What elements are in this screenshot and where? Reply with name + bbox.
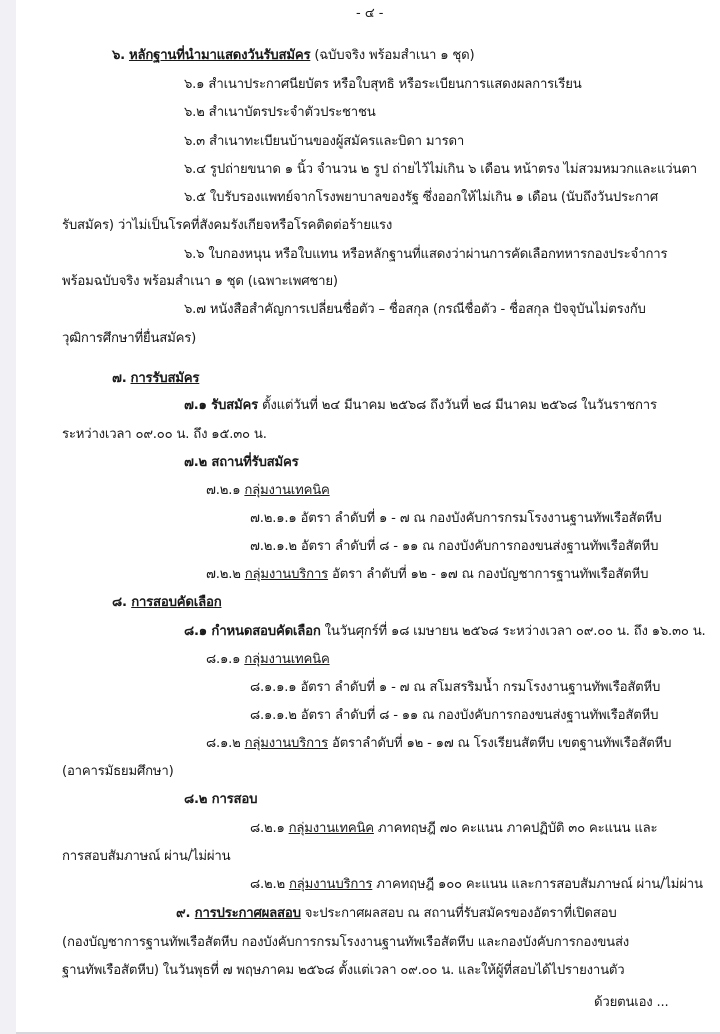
item-title: กลุ่มงานเทคนิค	[288, 821, 374, 836]
item-title: กลุ่มงานเทคนิค	[244, 652, 330, 667]
item-7-2-1	[206, 482, 330, 500]
section-9-line-2: (กองบัญชาการฐานทัพเรือสัตหีบ กองบังคับการกรมโรงงานฐานทัพเรือสัตหีบ และกองบังคับการกองขนส่ง	[62, 935, 630, 950]
item-text: ในวันศุกร์ที่ ๑๘ เมษายน ๒๕๖๘ ระหว่างเวลา ๐๙.๐๐ น. ถึง ๑๖.๓๐ น.	[320, 624, 706, 639]
item-8-1-1-1: ๘.๑.๑.๑ อัตรา ลำดับที่ ๑ - ๗ ณ สโมสรริมน้ำ กรมโรงงานฐานทัพเรือสัตหีบ	[250, 680, 661, 695]
document-page	[16, 0, 720, 1034]
item-7-2: ๗.๒ สถานที่รับสมัคร	[184, 455, 299, 470]
item-label: ๘.๑ กำหนดสอบคัดเลือก	[184, 624, 321, 639]
item-6-2: ๖.๒ สำเนาบัตรประจำตัวประชาชน	[184, 105, 376, 120]
section-6-heading	[112, 47, 474, 65]
item-7-2-1-1: ๗.๒.๑.๑ อัตรา ลำดับที่ ๑ - ๗ ณ กองบังคับการกรมโรงงานฐานทัพเรือสัตหีบ	[250, 511, 662, 526]
item-6-6: ๖.๖ ใบกองหนุน หรือใบแทน หรือหลักฐานที่แสดงว่าผ่านการคัดเลือกทหารกองประจำการ	[184, 247, 668, 262]
section-9-heading	[176, 905, 617, 923]
item-text: ตั้งแต่วันที่ ๒๔ มีนาคม ๒๕๖๘ ถึงวันที่ ๒๘ มีนาคม ๒๕๖๘ ในวันราชการ	[258, 398, 657, 413]
item-number: ๗.๒.๒	[206, 567, 245, 582]
item-6-3: ๖.๓ สำเนาทะเบียนบ้านของผู้สมัครและบิดา มารดา	[184, 134, 465, 149]
section-title: การประกาศผลสอบ	[194, 906, 301, 921]
item-7-2-1-2: ๗.๒.๑.๒ อัตรา ลำดับที่ ๘ - ๑๑ ณ กองบังคับการกองขนส่งฐานทัพเรือสัตหีบ	[250, 539, 659, 554]
item-7-2-2	[206, 566, 648, 584]
item-6-6-cont: พร้อมฉบับจริง พร้อมสำเนา ๑ ชุด (เฉพาะเพศชาย)	[62, 274, 338, 289]
item-number: ๘.๒.๑	[250, 821, 289, 836]
item-text: ภาคทฤษฎี ๗๐ คะแนน ภาคปฏิบัติ ๓๐ คะแนน และ	[373, 821, 658, 836]
section-number: ๙.	[176, 906, 195, 921]
item-8-1-2	[206, 735, 671, 753]
section-number: ๖.	[112, 48, 125, 63]
section-number: ๘.	[112, 595, 132, 610]
item-number: ๗.๒.๑	[206, 483, 245, 498]
item-number: ๘.๒.๒	[250, 877, 289, 892]
continuation-text: ด้วยตนเอง ...	[594, 995, 669, 1010]
section-title: การรับสมัคร	[130, 371, 200, 386]
section-text: จะประกาศผลสอบ ณ สถานที่รับสมัครของอัตราที่เปิดสอบ	[300, 906, 617, 921]
item-title: กลุ่มงานเทคนิค	[244, 483, 330, 498]
section-title: หลักฐานที่นำมาแสดงวันรับสมัคร	[128, 48, 311, 63]
item-6-7: ๖.๗ หนังสือสำคัญการเปลี่ยนชื่อตัว – ชื่อสกุล (กรณีชื่อตัว - ชื่อสกุล ปัจจุบันไม่ตรงกับ	[184, 302, 646, 317]
item-6-4: ๖.๔ รูปถ่ายขนาด ๑ นิ้ว จำนวน ๒ รูป ถ่ายไว้ไม่เกิน ๖ เดือน หน้าตรง ไม่สวมหมวกและแว่นตา	[184, 162, 697, 177]
item-8-1-2-cont: (อาคารมัธยมศึกษา)	[62, 764, 174, 779]
item-6-5-cont: รับสมัคร) ว่าไม่เป็นโรคที่สังคมรังเกียจหรือโรคติดต่อร้ายแรง	[62, 218, 393, 233]
item-8-2-2	[250, 876, 703, 894]
item-8-1	[184, 623, 706, 641]
item-title: กลุ่มงานบริการ	[244, 567, 329, 582]
item-text: อัตรา ลำดับที่ ๑๒ - ๑๗ ณ กองบัญชาการฐานทัพเรือสัตหีบ	[328, 567, 649, 582]
item-text: ภาคทฤษฎี ๑๐๐ คะแนน และการสอบสัมภาษณ์ ผ่าน/ไม่ผ่าน	[372, 877, 703, 892]
item-6-5: ๖.๕ ใบรับรองแพทย์จากโรงพยาบาลของรัฐ ซึ่งออกให้ไม่เกิน ๑ เดือน (นับถึงวันประกาศ	[184, 190, 658, 205]
item-label: ๗.๑ รับสมัคร	[184, 398, 258, 413]
item-number: ๘.๑.๑	[206, 652, 245, 667]
section-note: (ฉบับจริง พร้อมสำเนา ๑ ชุด)	[310, 48, 475, 63]
item-7-1-cont: ระหว่างเวลา ๐๙.๐๐ น. ถึง ๑๕.๓๐ น.	[62, 427, 267, 442]
section-7-heading	[112, 370, 199, 388]
page-number: - ๔ -	[356, 6, 384, 21]
item-6-7-cont: วุฒิการศึกษาที่ยื่นสมัคร)	[62, 331, 197, 346]
item-6-1: ๖.๑ สำเนาประกาศนียบัตร หรือใบสุทธิ หรือระเบียนการแสดงผลการเรียน	[184, 77, 582, 92]
section-9-line-3: ฐานทัพเรือสัตหีบ) ในวันพุธที่ ๗ พฤษภาคม ๒๕๖๘ ตั้งแต่เวลา ๐๙.๐๐ น. และให้ผู้ที่สอบได้ไปรายงานตัว	[62, 963, 625, 978]
item-7-1	[184, 397, 657, 415]
section-number: ๗.	[112, 371, 127, 386]
section-8-heading	[112, 594, 221, 612]
item-number: ๘.๑.๒	[206, 736, 245, 751]
item-8-1-1	[206, 651, 330, 669]
section-title: การสอบคัดเลือก	[131, 595, 222, 610]
item-8-2: ๘.๒ การสอบ	[184, 792, 258, 807]
item-8-1-1-2: ๘.๑.๑.๒ อัตรา ลำดับที่ ๘ - ๑๑ ณ กองบังคับการกองขนส่งฐานทัพเรือสัตหีบ	[250, 708, 659, 723]
item-text: อัตราลำดับที่ ๑๒ - ๑๗ ณ โรงเรียนสัตหีบ เขตฐานทัพเรือสัตหีบ	[327, 736, 672, 751]
item-8-2-1-cont: การสอบสัมภาษณ์ ผ่าน/ไม่ผ่าน	[62, 849, 231, 864]
item-title: กลุ่มงานบริการ	[288, 877, 373, 892]
item-8-2-1	[250, 820, 657, 838]
item-title: กลุ่มงานบริการ	[244, 736, 328, 751]
